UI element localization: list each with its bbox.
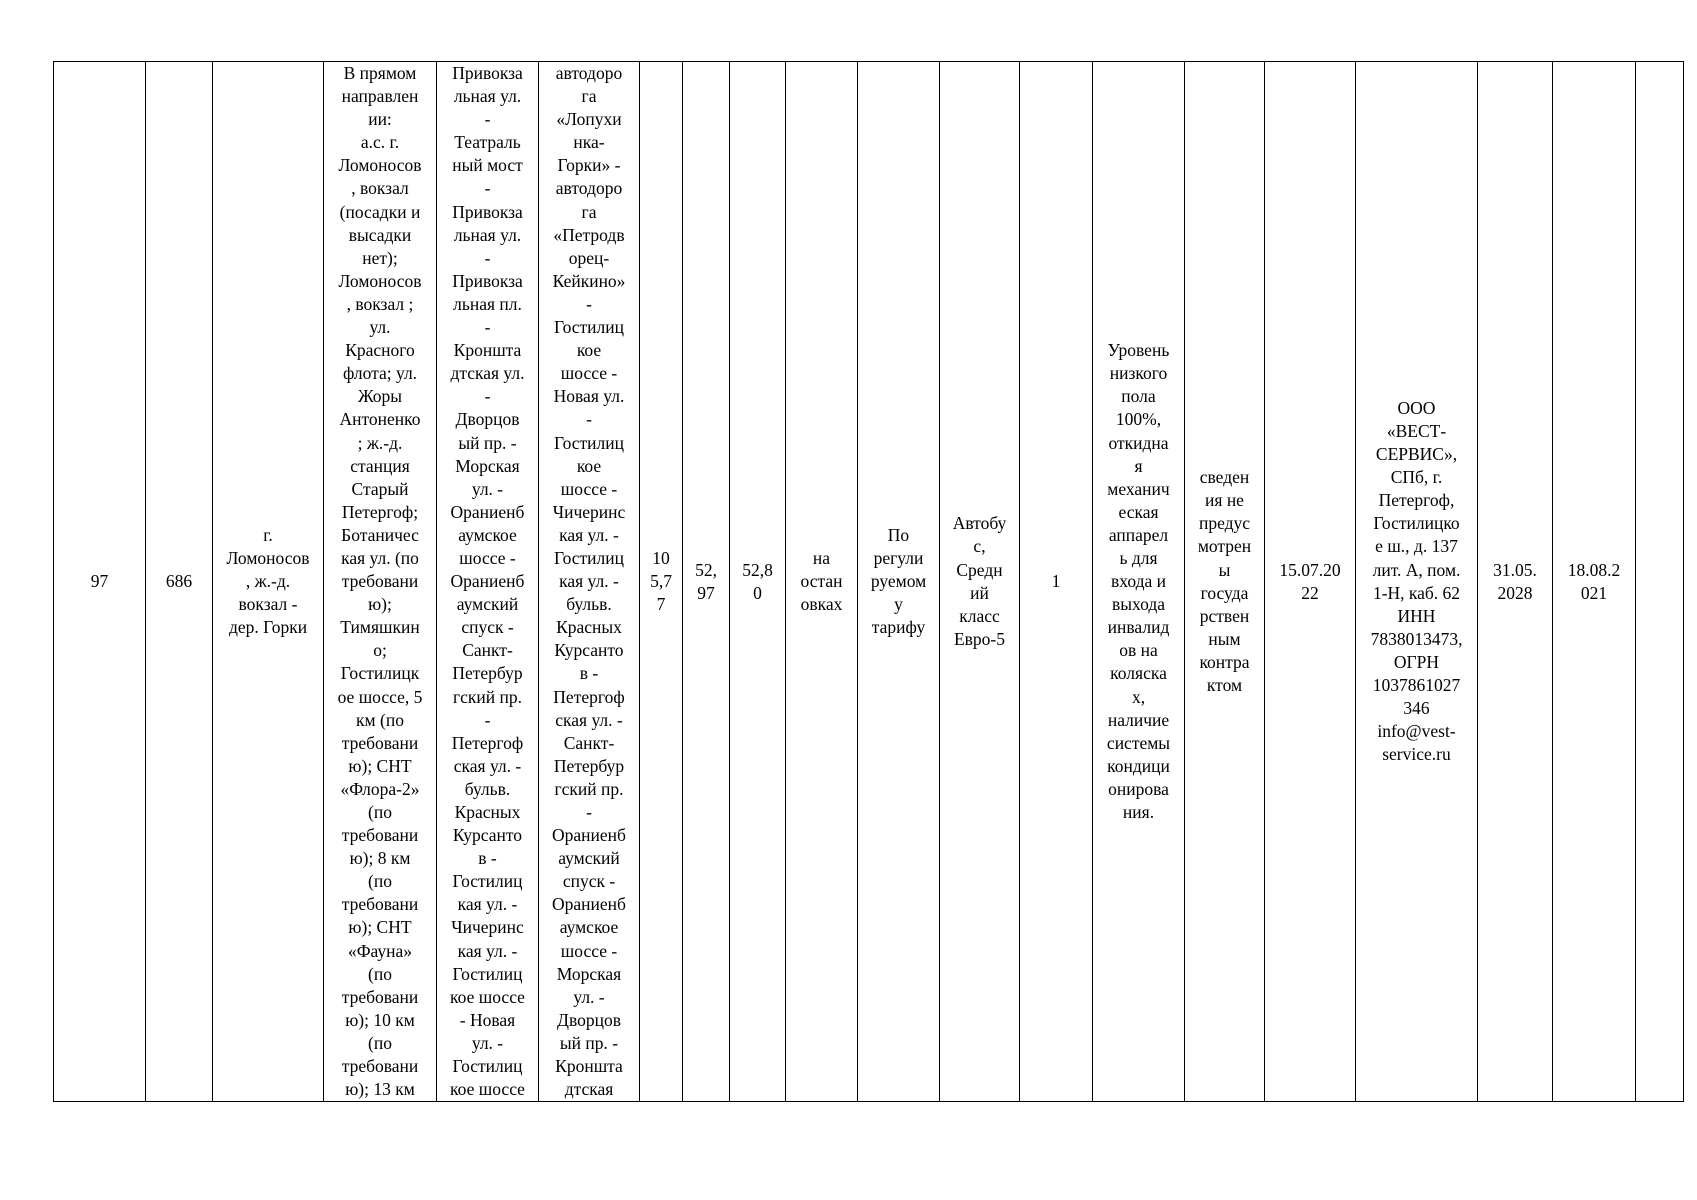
cell-end-date: 31.05. 2028	[1478, 62, 1553, 1102]
cell-issue-date: 18.08.2 021	[1553, 62, 1636, 1102]
cell-streets-forward: Привокза льная ул. - Театраль ный мост - Привокза льная ул. - Привокза льная пл. - Кроншта дтская ул. - Дворцов ый пр. - Морская ул. - Ораниенб аумское шоссе - Ораниенб аумский спуск - Санкт- Петербур гский пр. - Петергоф ская ул. - бульв. Красных Курсанто в - Гостилиц кая ул. - Чичеринс кая ул. - Гостилиц кое шоссе - Новая ул. - Гостилиц кое шоссе	[437, 62, 539, 1102]
cell-tariff: По регули руемом у тарифу	[858, 62, 940, 1102]
cell-vehicle-count: 1	[1020, 62, 1093, 1102]
route-registry-table	[53, 61, 1684, 1102]
cell-route-name: г. Ломоносов , ж.-д. вокзал - дер. Горки	[213, 62, 324, 1102]
cell-contract-info: сведен ия не предус мотрен ы госуда рствен ным контра ктом	[1185, 62, 1265, 1102]
cell-extra	[1636, 62, 1684, 1102]
cell-length-forward: 52, 97	[683, 62, 730, 1102]
cell-stops: В прямом направлен ии: а.с. г. Ломоносов , вокзал (посадки и высадки нет); Ломоносов , вокзал ; ул. Красного флота; ул. Жоры Антоненко ; ж.-д. станция Старый Петергоф; Ботаничес кая ул. (по требовани ю); Тимяшкин о; Гостилицк ое шоссе, 5 км (по требовани ю); СНТ «Флора-2» (по требовани ю); 8 км (по требовани ю); СНТ «Фауна» (по требовани ю); 10 км (по требовани ю); 13 км	[324, 62, 437, 1102]
cell-boarding-order: на остан овках	[786, 62, 858, 1102]
cell-route-number: 686	[146, 62, 213, 1102]
cell-vehicle: Автобу с, Средн ий класс Евро-5	[940, 62, 1020, 1102]
cell-length-total: 10 5,7 7	[640, 62, 683, 1102]
cell-length-backward: 52,8 0	[730, 62, 786, 1102]
table-row	[54, 62, 1684, 1102]
cell-streets-backward: автодоро га «Лопухи нка- Горки» - автодоро га «Петродв орец- Кейкино» - Гостилиц кое шоссе - Новая ул. - Гостилиц кое шоссе - Чичеринс кая ул. - Гостилиц кая ул. - бульв. Красных Курсанто в - Петергоф ская ул. - Санкт- Петербур гский пр. - Ораниенб аумский спуск - Ораниенб аумское шоссе - Морская ул. - Дворцов ый пр. - Кроншта дтская	[539, 62, 640, 1102]
cell-start-date: 15.07.20 22	[1265, 62, 1356, 1102]
cell-characteristics: Уровень низкого пола 100%, откидна я механич еская аппарел ь для входа и выхода инвалид ов на коляска х, наличие системы кондици онирова ния.	[1093, 62, 1185, 1102]
cell-row-number: 97	[54, 62, 146, 1102]
cell-carrier: ООО «ВЕСТ- СЕРВИС», СПб, г. Петергоф, Гостилицко е ш., д. 137 лит. А, пом. 1-Н, каб. 62 ИНН 7838013473, ОГРН 1037861027 346 info@vest- service.ru	[1356, 62, 1478, 1102]
